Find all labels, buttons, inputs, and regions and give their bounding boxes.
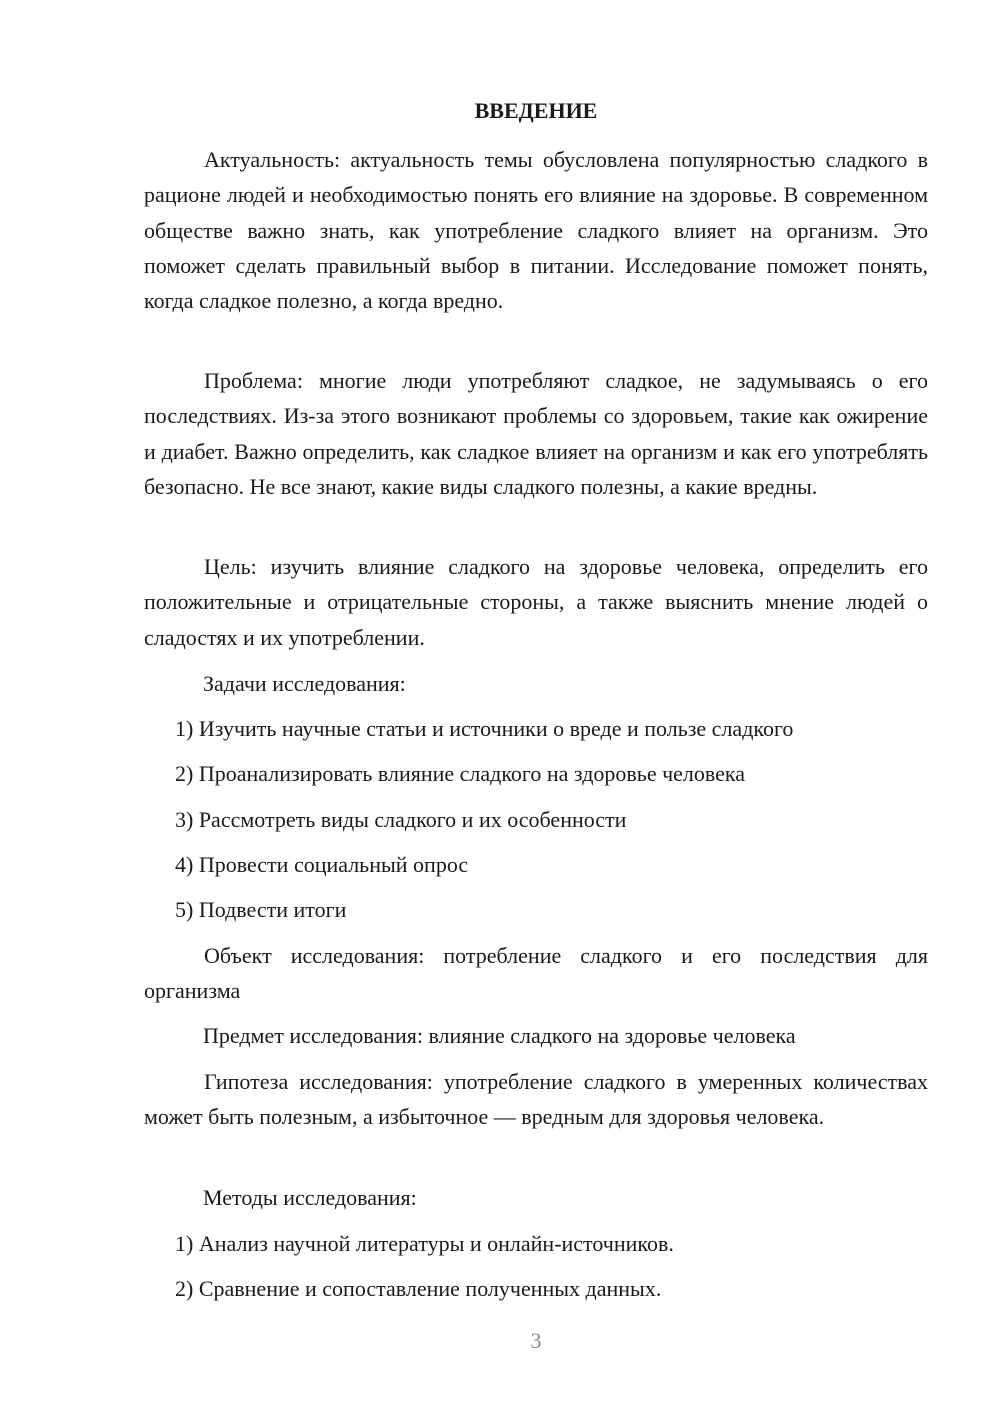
task-item: 1) Изучить научные статьи и источники о вреде и пользе сладкого: [175, 716, 794, 741]
problem-paragraph: Проблема: многие люди употребляют сладкое, не задумываясь о его последствиях. Из-за этого возникают проблемы со здоровьем, такие как ожирение и диабет. Важно определить, как сладкое влияет на организм и как его употреблять безопасно. Не все знают, какие виды сладкого полезны, а какие вредны.: [144, 368, 928, 499]
subject-paragraph: Предмет исследования: влияние сладкого на здоровье человека: [203, 1023, 796, 1048]
method-item: 2) Сравнение и сопоставление полученных данных.: [175, 1276, 662, 1301]
method-item: 1) Анализ научной литературы и онлайн-источников.: [175, 1231, 674, 1256]
task-item: 5) Подвести итоги: [175, 897, 347, 922]
methods-heading: Методы исследования:: [203, 1185, 417, 1210]
task-item: 4) Провести социальный опрос: [175, 852, 469, 877]
goal-paragraph: Цель: изучить влияние сладкого на здоровье человека, определить его положительные и отрицательные стороны, а также выяснить мнение людей о сладостях и их употреблении.: [144, 554, 928, 650]
page-number: 3: [530, 1328, 542, 1353]
tasks-heading: Задачи исследования:: [203, 671, 406, 696]
object-paragraph: Объект исследования: потребление сладкого и его последствия для организма: [144, 943, 928, 1004]
task-item: 3) Рассмотреть виды сладкого и их особенности: [175, 807, 627, 832]
hypothesis-paragraph: Гипотеза исследования: употребление сладкого в умеренных количествах может быть полезным, а избыточное — вредным для здоровья человека.: [144, 1069, 928, 1130]
page-title: ВВЕДЕНИЕ: [474, 98, 598, 123]
relevance-paragraph: Актуальность: актуальность темы обусловлена популярностью сладкого в рационе людей и необходимостью понять его влияние на здоровье. В современном обществе важно знать, как употребление сладкого влияет на организм. Это поможет сделать правильный выбор в питании. Исследование поможет понять, когда сладкое полезно, а когда вредно.: [144, 147, 928, 314]
task-item: 2) Проанализировать влияние сладкого на здоровье человека: [175, 761, 746, 786]
